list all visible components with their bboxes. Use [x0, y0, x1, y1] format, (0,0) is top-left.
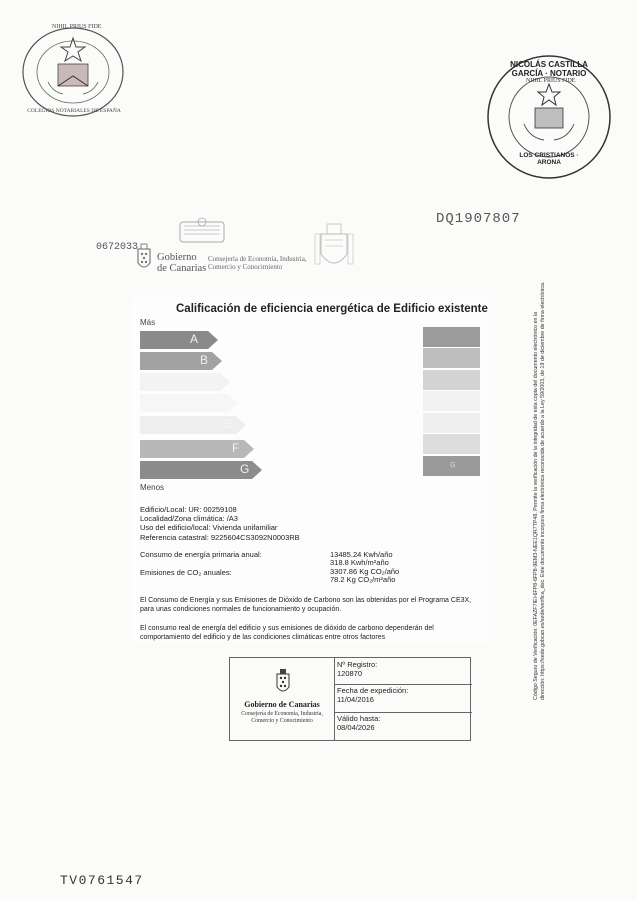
info-line2: Localidad/Zona climática: /A3	[140, 514, 238, 524]
energy-values	[330, 551, 399, 585]
issue-date-value: 11/04/2016	[337, 694, 374, 704]
issue-date-label: Fecha de expedición:	[337, 686, 409, 695]
note1-line2: para unas condiciones normales de funcionamiento y ocupación.	[140, 605, 342, 613]
bar-a-letter: A	[190, 332, 199, 346]
consejeria-line2: Comercio y Conocimiento	[208, 263, 283, 272]
consumption-label: Consumo de energía primaria anual:	[140, 550, 262, 559]
rating-block-4	[423, 391, 480, 411]
right-seal-bottom-text: LOS CRISTIANOS · ARONA	[519, 152, 579, 166]
right-seal-ring-text: NICOLÁS CASTILLA GARCÍA · NOTARIO	[510, 60, 588, 78]
rating-block-6	[423, 434, 480, 454]
bar-b-letter: B	[200, 353, 209, 367]
registry-consejeria	[230, 711, 334, 725]
notary-seal	[486, 54, 612, 180]
spain-coat-of-arms-icon	[313, 222, 355, 274]
bar-d-letter: D	[216, 395, 225, 409]
canarias-crest-icon	[134, 243, 154, 273]
serial-number-top: DQ1907807	[436, 211, 521, 227]
consejeria-header	[208, 255, 307, 271]
left-seal-motto: NIHIL PRIUS FIDE	[52, 24, 102, 30]
footer-serial: TV0761547	[60, 873, 144, 888]
right-seal-motto: NIHIL PRIUS FIDE	[526, 78, 576, 84]
certificate-title: Calificación de eficiencia energética de Edificio existente	[176, 303, 488, 315]
registry-consejeria-line2: Comercio y Conocimiento	[251, 717, 313, 724]
less-label: Menos	[140, 483, 165, 492]
verification-line1: Código Seguro de Verificación: 0EFAZF7IEl-6FP8-6FP8-9EM3-NEE1QR7TP48. Permite la verificación de la integridad de esta copia del documento electrónico en la	[533, 311, 539, 700]
note2-line1: El consumo real de energía del edificio y sus emisiones de dióxido de carbono dependerán del	[140, 625, 434, 632]
notarial-college-seal	[18, 20, 128, 120]
gov-name-line2: de Canarias	[157, 263, 207, 275]
registry-box	[229, 657, 471, 741]
info-line3: Uso del edificio/local: Vivienda unifamiliar	[140, 523, 278, 533]
info-line4: Referencia catastral: 9225604CS3092N0003RB	[140, 532, 300, 542]
consumption-value2: 318.8 Kwh/m²año	[330, 558, 389, 568]
registry-number-label: Nº Registro:	[337, 660, 378, 669]
left-seal-ring-text: COLEGIOS NOTARIALES DE ESPAÑA	[27, 108, 121, 114]
rating-letter: G	[450, 462, 456, 469]
consumption-value1: 13485.24 Kwh/año	[330, 550, 393, 559]
emissions-label: Emisiones de CO₂ anuales:	[140, 568, 232, 577]
bar-c-letter: C	[206, 374, 215, 388]
bar-f-letter: F	[232, 441, 240, 455]
emissions-value1: 3307.86 Kg CO₂/año	[330, 566, 400, 576]
registry-number-value: 120870	[337, 668, 363, 678]
rating-block-3	[423, 370, 480, 390]
gov-name-header	[157, 252, 206, 274]
note-program	[140, 597, 471, 614]
registry-gov-name: Gobierno de Canarias	[244, 700, 320, 709]
serial-number-left: 0672033	[96, 242, 139, 253]
note-real-consumption	[140, 625, 434, 642]
registry-issue-date	[337, 687, 467, 704]
more-label: Más	[140, 318, 156, 327]
registry-valid-until	[337, 715, 467, 732]
consejeria-line1: Consejería de Economía, Industria,	[208, 255, 307, 263]
info-line1: Edificio/Local: UR: 00259108	[140, 505, 237, 514]
note2-line2: comportamiento del edificio y de las condiciones climáticas entre otros factores	[140, 633, 386, 641]
rating-block-5	[423, 413, 480, 433]
registry-number	[337, 661, 467, 678]
watermark-crest-icon	[178, 216, 226, 244]
valid-until-label: Válido hasta:	[337, 714, 381, 723]
registry-canarias-crest-icon	[274, 668, 292, 696]
registry-consejeria-line1: Consejería de Economía, Industria,	[241, 711, 323, 717]
bar-g-letter: G	[240, 462, 250, 476]
rating-block-2	[423, 348, 480, 368]
verification-line2: dirección: https://sede.gobcan.es/sede/verifica_doc. Este documento incorpora firma electrónica reconocida de acuerdo a la Ley 59/2003, de 19 de diciembre de firma electrónica.	[540, 281, 547, 700]
rating-block-selected	[423, 456, 480, 476]
building-info	[140, 505, 300, 542]
valid-until-value: 08/04/2026	[337, 722, 375, 732]
gov-name-line1: Gobierno	[157, 252, 197, 263]
note1-line1: El Consumo de Energía y sus Emisiones de Dióxido de Carbono son las obtenidas por el Programa CE3X,	[140, 597, 472, 604]
emissions-value2: 78.2 Kg CO₂/m²año	[330, 575, 396, 585]
rating-block-1	[423, 327, 480, 347]
bar-e-letter: E	[224, 417, 233, 431]
verification-code-text	[533, 250, 547, 700]
